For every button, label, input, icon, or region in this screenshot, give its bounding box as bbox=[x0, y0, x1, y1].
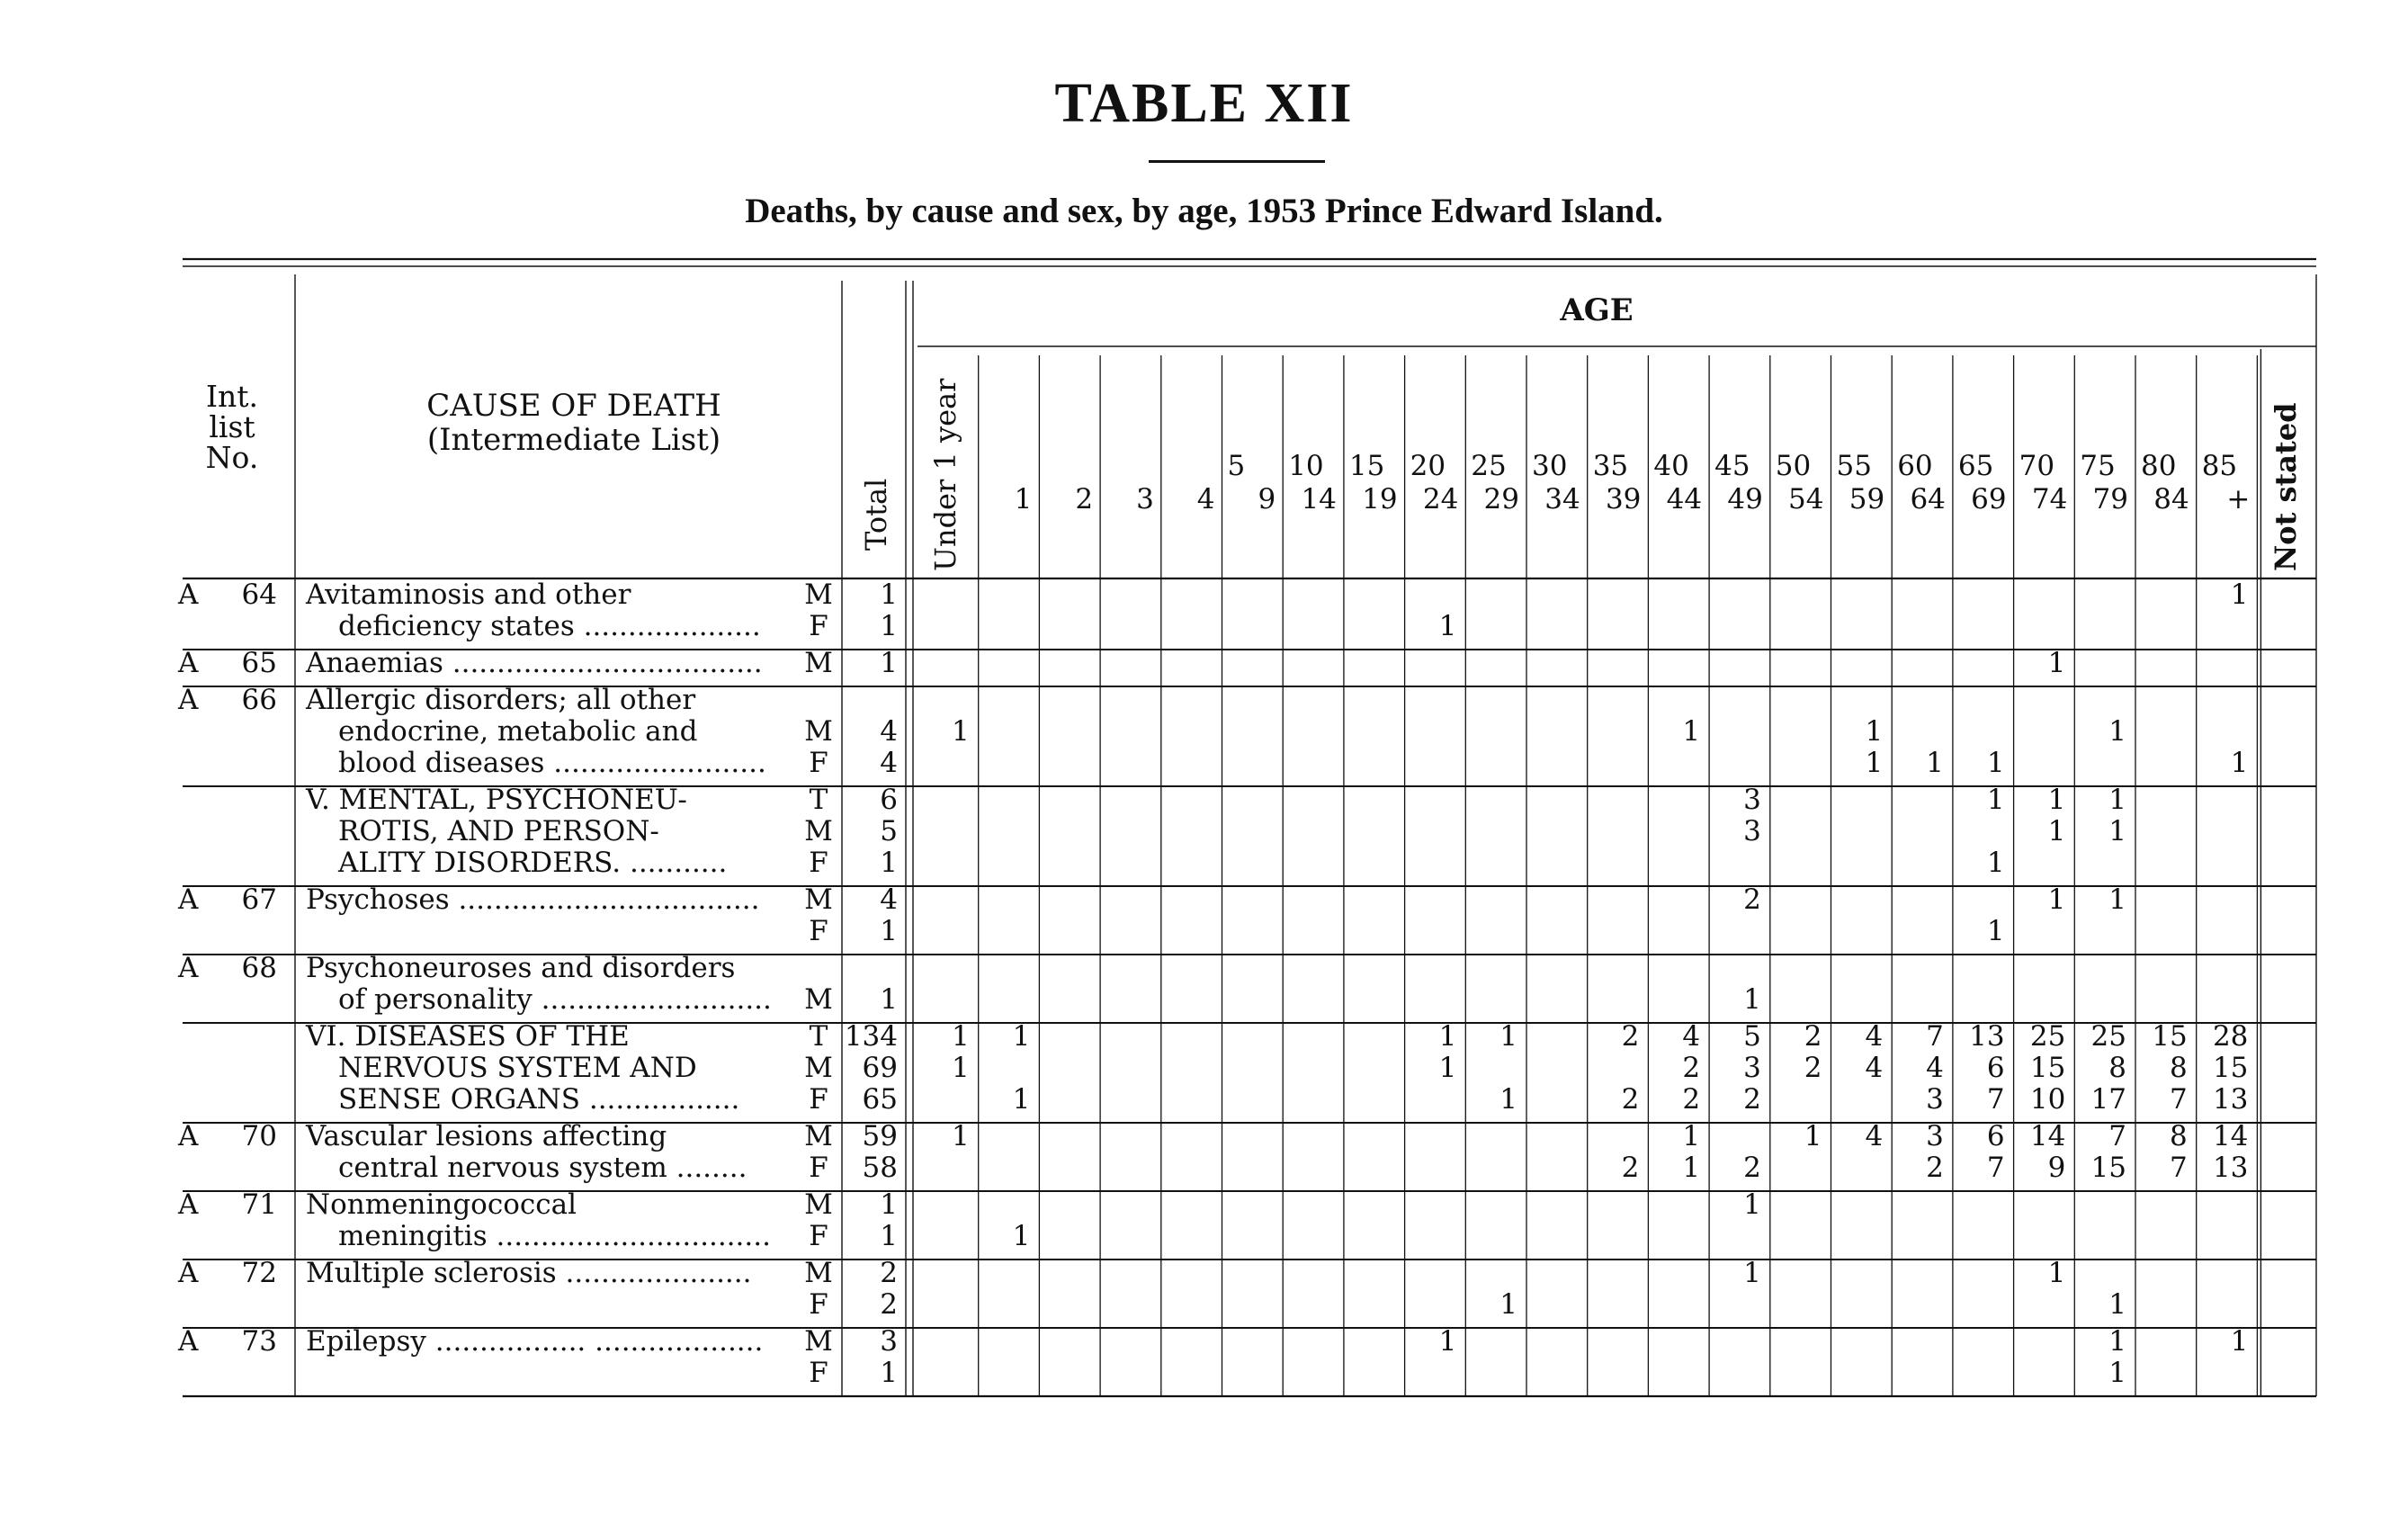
header-age-col-from: 45 bbox=[1714, 450, 1750, 482]
header-age-col-to: 79 bbox=[2092, 483, 2128, 515]
age-value: 3 bbox=[1743, 815, 1761, 847]
header-int-list: list bbox=[209, 409, 255, 444]
age-value: 6 bbox=[1986, 1120, 2005, 1152]
total-value: 134 bbox=[844, 1020, 898, 1053]
cause-of-death: NERVOUS SYSTEM AND bbox=[338, 1052, 697, 1084]
age-value: 7 bbox=[1986, 1152, 2005, 1184]
header-age-col-from: 30 bbox=[1532, 450, 1568, 482]
age-value: 3 bbox=[1926, 1083, 1944, 1116]
age-value: 1 bbox=[2108, 1325, 2126, 1358]
age-value: 15 bbox=[2152, 1020, 2188, 1053]
sex-code: M bbox=[804, 1120, 833, 1152]
sex-code: F bbox=[809, 747, 828, 779]
age-value: 13 bbox=[2212, 1083, 2249, 1116]
age-value: 4 bbox=[1926, 1052, 1944, 1084]
age-value: 1 bbox=[1926, 747, 1944, 779]
header-age-col-to: 34 bbox=[1544, 483, 1580, 515]
age-value: 1 bbox=[1499, 1083, 1517, 1116]
header-age-col-from: 55 bbox=[1836, 450, 1872, 482]
sex-code: M bbox=[804, 1052, 833, 1084]
age-value: 1 bbox=[2108, 784, 2126, 816]
sex-code: F bbox=[809, 1288, 828, 1321]
page-subtitle: Deaths, by cause and sex, by age, 1953 Prince Edward Island. bbox=[745, 192, 1663, 230]
age-value: 2 bbox=[1804, 1052, 1822, 1084]
age-value: 8 bbox=[2169, 1052, 2188, 1084]
age-value: 3 bbox=[1926, 1120, 1944, 1152]
age-value: 13 bbox=[1969, 1020, 2005, 1053]
header-age-col-to: + bbox=[2226, 483, 2251, 515]
age-value: 2 bbox=[1682, 1052, 1701, 1084]
age-value: 14 bbox=[2029, 1120, 2066, 1152]
total-value: 1 bbox=[880, 610, 898, 642]
age-value: 1 bbox=[2230, 1325, 2249, 1358]
total-value: 3 bbox=[880, 1325, 898, 1358]
header-age-col-to: 44 bbox=[1666, 483, 1703, 515]
int-list-prefix: A bbox=[178, 578, 199, 611]
sex-code: M bbox=[804, 983, 833, 1016]
total-value: 1 bbox=[880, 1188, 898, 1221]
int-list-number: 65 bbox=[241, 647, 277, 679]
header-age-col-from: 50 bbox=[1775, 450, 1812, 482]
age-value: 1 bbox=[1438, 610, 1457, 642]
age-value: 1 bbox=[2047, 1257, 2066, 1289]
total-value: 1 bbox=[880, 1357, 898, 1389]
total-value: 4 bbox=[880, 883, 898, 916]
int-list-prefix: A bbox=[178, 647, 199, 679]
header-cause: (Intermediate List) bbox=[426, 422, 721, 458]
age-value: 3 bbox=[1743, 784, 1761, 816]
header-total: Total bbox=[859, 478, 893, 551]
header-age-col-from: 20 bbox=[1410, 450, 1446, 482]
header-age-col: 2 bbox=[1075, 483, 1094, 515]
sex-code: M bbox=[804, 1325, 833, 1358]
age-value: 1 bbox=[1986, 915, 2005, 947]
int-list-number: 68 bbox=[241, 952, 277, 984]
age-value: 6 bbox=[1986, 1052, 2005, 1084]
age-value: 4 bbox=[1865, 1052, 1884, 1084]
sex-code: T bbox=[809, 1020, 828, 1053]
total-value: 1 bbox=[880, 647, 898, 679]
total-value: 1 bbox=[880, 1220, 898, 1252]
age-value: 1 bbox=[1438, 1325, 1457, 1358]
header-age-col-to: 39 bbox=[1605, 483, 1642, 515]
header-age-col-to: 14 bbox=[1301, 483, 1337, 515]
age-value: 1 bbox=[1986, 747, 2005, 779]
sex-code: F bbox=[809, 1152, 828, 1184]
age-value: 1 bbox=[2230, 578, 2249, 611]
total-value: 4 bbox=[880, 747, 898, 779]
header-age-col-from: 25 bbox=[1471, 450, 1507, 482]
age-value: 10 bbox=[2029, 1083, 2066, 1116]
total-value: 1 bbox=[880, 578, 898, 611]
sex-code: M bbox=[804, 578, 833, 611]
header-age-col: 4 bbox=[1196, 483, 1215, 515]
age-value: 1 bbox=[1743, 983, 1761, 1016]
header-cause: CAUSE OF DEATH bbox=[426, 388, 721, 424]
age-value: 1 bbox=[1012, 1220, 1031, 1252]
age-value: 7 bbox=[2169, 1152, 2188, 1184]
total-value: 2 bbox=[880, 1288, 898, 1321]
age-value: 1 bbox=[1012, 1020, 1031, 1053]
total-value: 5 bbox=[880, 815, 898, 847]
age-value: 3 bbox=[1743, 1052, 1761, 1084]
age-value: 2 bbox=[1621, 1020, 1640, 1053]
age-value: 8 bbox=[2108, 1052, 2126, 1084]
age-value: 1 bbox=[1438, 1052, 1457, 1084]
header-age-col-to: 64 bbox=[1910, 483, 1946, 515]
header-age-col: 1 bbox=[1014, 483, 1033, 515]
total-value: 6 bbox=[880, 784, 898, 816]
total-value: 59 bbox=[862, 1120, 898, 1152]
header-not-stated: Not stated bbox=[2269, 402, 2303, 571]
cause-of-death: blood diseases ........................ bbox=[338, 747, 766, 779]
age-value: 1 bbox=[1743, 1257, 1761, 1289]
int-list-prefix: A bbox=[178, 883, 199, 916]
age-value: 1 bbox=[1499, 1020, 1517, 1053]
header-age-col-to: 24 bbox=[1422, 483, 1459, 515]
age-value: 1 bbox=[1865, 715, 1884, 748]
age-value: 13 bbox=[2212, 1152, 2249, 1184]
age-value: 1 bbox=[951, 715, 970, 748]
age-value: 25 bbox=[2029, 1020, 2066, 1053]
age-value: 15 bbox=[2029, 1052, 2066, 1084]
header-age-col-to: 49 bbox=[1727, 483, 1763, 515]
header-age-col-to: 29 bbox=[1483, 483, 1519, 515]
age-value: 1 bbox=[1682, 1152, 1701, 1184]
age-value: 2 bbox=[1743, 883, 1761, 916]
header-age-under-1: Under 1 year bbox=[928, 378, 962, 571]
age-value: 7 bbox=[1926, 1020, 1944, 1053]
age-value: 1 bbox=[1743, 1188, 1761, 1221]
header-age-col-from: 35 bbox=[1592, 450, 1629, 482]
header-int-list: Int. bbox=[205, 379, 259, 414]
header-age-col: 3 bbox=[1136, 483, 1154, 515]
age-value: 7 bbox=[1986, 1083, 2005, 1116]
age-value: 1 bbox=[2108, 815, 2126, 847]
sex-code: F bbox=[809, 1220, 828, 1252]
total-value: 2 bbox=[880, 1257, 898, 1289]
sex-code: F bbox=[809, 610, 828, 642]
cause-of-death: Nonmeningococcal bbox=[306, 1188, 577, 1221]
header-age-col-to: 69 bbox=[1971, 483, 2007, 515]
age-value: 14 bbox=[2212, 1120, 2249, 1152]
age-value: 4 bbox=[1682, 1020, 1701, 1053]
header-age: AGE bbox=[1560, 292, 1634, 328]
age-value: 5 bbox=[1743, 1020, 1761, 1053]
age-value: 7 bbox=[2108, 1120, 2126, 1152]
header-age-col-to: 54 bbox=[1788, 483, 1824, 515]
header-int-list: No. bbox=[205, 440, 259, 475]
age-value: 4 bbox=[1865, 1120, 1884, 1152]
age-value: 15 bbox=[2090, 1152, 2126, 1184]
int-list-number: 72 bbox=[241, 1257, 277, 1289]
cause-of-death: of personality .......................... bbox=[338, 983, 772, 1016]
age-value: 2 bbox=[1743, 1152, 1761, 1184]
header-age-col-from: 80 bbox=[2141, 450, 2177, 482]
int-list-prefix: A bbox=[178, 1325, 199, 1358]
cause-of-death: SENSE ORGANS ................. bbox=[338, 1083, 740, 1116]
age-value: 1 bbox=[1682, 715, 1701, 748]
cause-of-death: meningitis ............................... bbox=[338, 1220, 771, 1252]
age-value: 1 bbox=[951, 1120, 970, 1152]
header-age-col-to: 74 bbox=[2031, 483, 2068, 515]
age-value: 2 bbox=[1743, 1083, 1761, 1116]
age-value: 2 bbox=[1804, 1020, 1822, 1053]
age-value: 7 bbox=[2169, 1083, 2188, 1116]
sex-code: F bbox=[809, 1083, 828, 1116]
header-age-col-from: 60 bbox=[1897, 450, 1933, 482]
age-value: 1 bbox=[2047, 883, 2066, 916]
total-value: 1 bbox=[880, 847, 898, 879]
header-age-col-from: 65 bbox=[1957, 450, 1994, 482]
header-age-col-from: 5 bbox=[1227, 450, 1246, 482]
age-value: 28 bbox=[2212, 1020, 2249, 1053]
age-value: 1 bbox=[1986, 784, 2005, 816]
sex-code: M bbox=[804, 715, 833, 748]
sex-code: M bbox=[804, 815, 833, 847]
cause-of-death: endocrine, metabolic and bbox=[338, 715, 698, 748]
int-list-prefix: A bbox=[178, 1120, 199, 1152]
cause-of-death: Anaemias ................................... bbox=[306, 647, 763, 679]
int-list-number: 71 bbox=[241, 1188, 277, 1221]
age-value: 1 bbox=[1804, 1120, 1822, 1152]
cause-of-death: central nervous system ........ bbox=[338, 1152, 747, 1184]
total-value: 1 bbox=[880, 915, 898, 947]
age-value: 4 bbox=[1865, 1020, 1884, 1053]
total-value: 69 bbox=[862, 1052, 898, 1084]
age-value: 1 bbox=[1012, 1083, 1031, 1116]
age-value: 1 bbox=[2108, 1357, 2126, 1389]
age-value: 1 bbox=[2047, 784, 2066, 816]
sex-code: F bbox=[809, 1357, 828, 1389]
age-value: 1 bbox=[2108, 883, 2126, 916]
total-value: 65 bbox=[862, 1083, 898, 1116]
sex-code: M bbox=[804, 647, 833, 679]
age-value: 1 bbox=[951, 1052, 970, 1084]
cause-of-death: Vascular lesions affecting bbox=[306, 1120, 667, 1152]
page-title: TABLE XII bbox=[1054, 73, 1354, 134]
age-value: 2 bbox=[1621, 1083, 1640, 1116]
cause-of-death: Psychoneuroses and disorders bbox=[306, 952, 736, 984]
age-value: 15 bbox=[2212, 1052, 2249, 1084]
int-list-prefix: A bbox=[178, 684, 199, 716]
age-value: 1 bbox=[2230, 747, 2249, 779]
cause-of-death: V. MENTAL, PSYCHONEU- bbox=[306, 784, 687, 816]
sex-code: M bbox=[804, 883, 833, 916]
header-age-col-from: 15 bbox=[1348, 450, 1385, 482]
age-value: 9 bbox=[2047, 1152, 2066, 1184]
sex-code: T bbox=[809, 784, 828, 816]
total-value: 1 bbox=[880, 983, 898, 1016]
int-list-number: 64 bbox=[241, 578, 277, 611]
int-list-number: 67 bbox=[241, 883, 277, 916]
int-list-prefix: A bbox=[178, 952, 199, 984]
cause-of-death: Multiple sclerosis ..................... bbox=[306, 1257, 752, 1289]
cause-of-death: Epilepsy ................. ................... bbox=[306, 1325, 764, 1358]
cause-of-death: ROTIS, AND PERSON- bbox=[338, 815, 659, 847]
cause-of-death: ALITY DISORDERS. ........... bbox=[338, 847, 728, 879]
sex-code: F bbox=[809, 847, 828, 879]
header-age-col-from: 85 bbox=[2201, 450, 2238, 482]
age-value: 1 bbox=[1438, 1020, 1457, 1053]
cause-of-death: Avitaminosis and other bbox=[306, 578, 631, 611]
age-value: 1 bbox=[1986, 847, 2005, 879]
age-value: 2 bbox=[1621, 1152, 1640, 1184]
int-list-number: 73 bbox=[241, 1325, 277, 1358]
age-value: 1 bbox=[1682, 1120, 1701, 1152]
int-list-number: 66 bbox=[241, 684, 277, 716]
header-age-col-to: 84 bbox=[2153, 483, 2189, 515]
header-age-col-to: 19 bbox=[1362, 483, 1398, 515]
header-age-col-to: 59 bbox=[1849, 483, 1885, 515]
header-age-col-from: 40 bbox=[1653, 450, 1689, 482]
sex-code: F bbox=[809, 915, 828, 947]
total-value: 58 bbox=[862, 1152, 898, 1184]
age-value: 8 bbox=[2169, 1120, 2188, 1152]
cause-of-death: VI. DISEASES OF THE bbox=[306, 1020, 630, 1053]
header-age-col-from: 75 bbox=[2080, 450, 2116, 482]
age-value: 1 bbox=[2108, 715, 2126, 748]
sex-code: M bbox=[804, 1257, 833, 1289]
int-list-number: 70 bbox=[241, 1120, 277, 1152]
cause-of-death: Psychoses .................................. bbox=[306, 883, 760, 916]
age-value: 1 bbox=[2108, 1288, 2126, 1321]
age-value: 1 bbox=[1865, 747, 1884, 779]
cause-of-death: Allergic disorders; all other bbox=[306, 684, 696, 716]
age-value: 25 bbox=[2090, 1020, 2126, 1053]
age-value: 1 bbox=[951, 1020, 970, 1053]
total-value: 4 bbox=[880, 715, 898, 748]
age-value: 1 bbox=[2047, 647, 2066, 679]
header-age-col-from: 10 bbox=[1288, 450, 1324, 482]
age-value: 17 bbox=[2090, 1083, 2126, 1116]
sex-code: M bbox=[804, 1188, 833, 1221]
header-age-col-to: 9 bbox=[1258, 483, 1276, 515]
cause-of-death: deficiency states .................... bbox=[338, 610, 761, 642]
age-value: 2 bbox=[1926, 1152, 1944, 1184]
int-list-prefix: A bbox=[178, 1257, 199, 1289]
header-age-col-from: 70 bbox=[2019, 450, 2055, 482]
age-value: 1 bbox=[2047, 815, 2066, 847]
age-value: 1 bbox=[1499, 1288, 1517, 1321]
int-list-prefix: A bbox=[178, 1188, 199, 1221]
age-value: 2 bbox=[1682, 1083, 1701, 1116]
